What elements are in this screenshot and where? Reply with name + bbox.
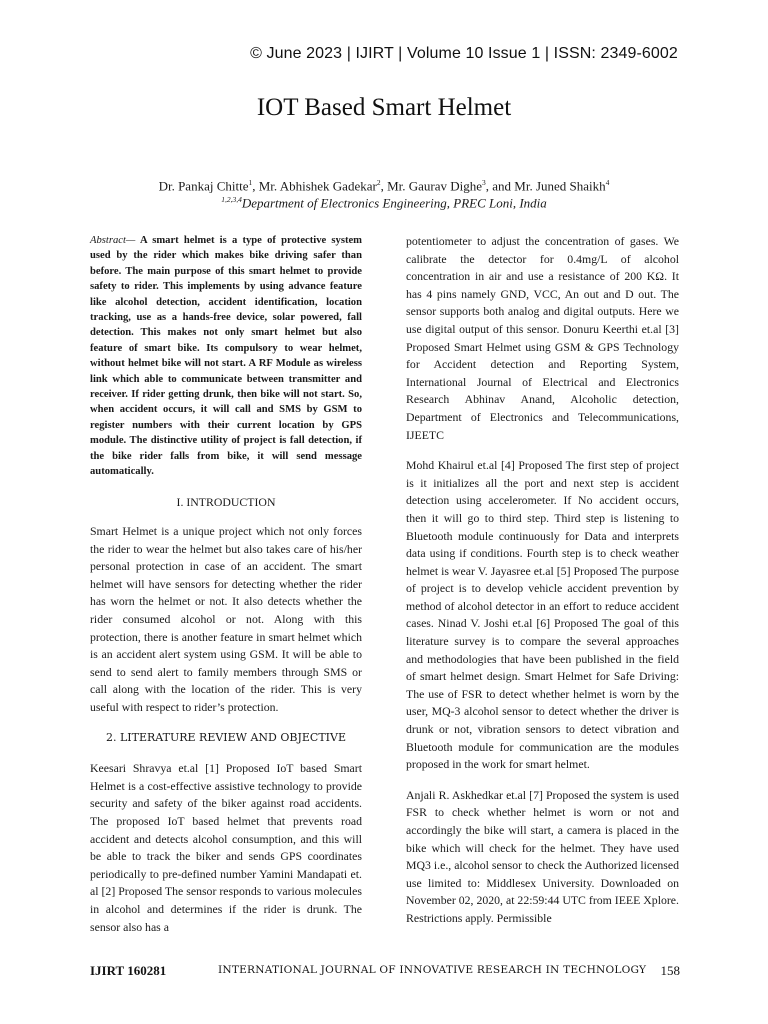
page-footer	[90, 963, 680, 983]
author-name: Mr. Abhishek Gadekar	[258, 178, 377, 194]
author-separator: ,	[380, 178, 388, 194]
paper-id: IJIRT 160281	[90, 963, 167, 978]
author-separator: ,	[252, 178, 259, 194]
literature-paragraph: Keesari Shravya et.al [1] Proposed IoT based Smart Helmet is a cost-effective assistive technology to provide security and safety of the biker against road accidents. The proposed IoT based helmet that prevents road accident and detects alcohol consumption, and this will be able to track the biker and sends GPS coordinates periodically to pre-defined number Yamini Mandapati et. al [2] Proposed The sensor responds to various molecules in alcohol and determines if the rider is drunk. The sensor also has a	[90, 761, 362, 934]
literature-paragraph: potentiometer to adjust the concentration of gases. We calibrate the detector for 0.4mg/L of alcohol concentration in air and use a resistance of 200 KΩ. It has 4 pins namely GND, VCC, An out and D out. The sensor supports both analog and digital outputs. Here we use digital output of this sensor. Donuru Keerthi et.al [3] Proposed Smart Helmet using GSM & GPS Technology for Accident detection and Reporting System, International Journal of Electrical and Electronics Research Abhinav Anand, Alcoholic detection, Department of Electronics and Telecommunications, IJEETC	[406, 234, 679, 442]
abstract	[90, 233, 362, 480]
introduction-text: Smart Helmet is a unique project which not only forces the rider to wear the helmet but also takes care of his/her personal protection in case of an accident. The smart helmet will have sensors for detecting whether the rider has worn the helmet or not. It also detects whether the rider consumed alcohol or not. Along with this protection, there is another feature in smart helmet which is an accident alert system using GSM. It will be able to send to send alert to family members through SMS or call along with the location of the rider. This is very useful with respect to rider’s protection.	[90, 524, 362, 715]
affiliation-text: Department of Electronics Engineering, PREC Loni, India	[241, 195, 547, 211]
literature-review-heading: 2. LITERATURE REVIEW AND OBJECTIVE	[106, 730, 346, 744]
introduction-heading: I. INTRODUCTION	[176, 494, 276, 509]
author-name: Mr. Gaurav Dighe	[387, 178, 483, 194]
abstract-text: A smart helmet is a type of protective system used by the rider which makes bike driving safer than before. The main purpose of this smart helmet to provide safety to rider. This implements by using advance feature like alcohol detection, accident identification, location tracking, use as a hands-free device, solar powered, fall detection. This makes not only smart helmet but also feature of smart bike. Its compulsory to wear helmet, without helmet bike will not start. A RF Module as wireless link which able to communicate between transmitter and receiver. If rider getting drunk, then bike will not start. So, when accident occurs, it will call and SMS by GSM to register numbers with their current location by GPS module. The distinctive utility of project is fall detection, if the bike rider falls from bike, it will send message automatically.	[90, 235, 362, 478]
journal-info-line: © June 2023 | IJIRT | Volume 10 Issue 1 | ISSN: 2349-6002	[250, 45, 678, 62]
author-superscript: 2	[376, 178, 381, 187]
paper-title: IOT Based Smart Helmet	[256, 94, 512, 121]
page-number: 158	[660, 963, 680, 978]
author-superscript: 3	[482, 178, 486, 187]
author-superscript: 1	[248, 178, 253, 187]
author-superscript: 4	[605, 178, 610, 187]
author-list	[0, 178, 768, 194]
affiliation	[0, 195, 768, 211]
literature-paragraph: Mohd Khairul et.al [4] Proposed The first step of project is it initializes all the port and next step is accident detection using accelerometer. If No accident occurs, then it will go to third step. Third step is listening to Bluetooth module continuously for Data and interprets data using if conditions. Fourth step is to check weather helmet is wear V. Jayasree et.al [5] Proposed The purpose of project is to develop vehicle accident prevention by method of alcohol detector in an effort to reduce accident cases. Ninad V. Joshi et.al [6] Proposed The goal of this literature survey is to compare the several approaches and methodologies that have been published in the field of smart helmet design. Smart Helmet for Safe Driving: The use of FSR to detect whether helmet is worn by the user, MQ-3 alcohol sensor to detect whether the driver is drunk or not, vibration sensors to detect vibration and Bluetooth module for communication are the modules proposed in the work for smart helmet.	[406, 458, 679, 772]
affiliation-superscript: 1,2,3,4	[221, 195, 242, 204]
author-name: Dr. Pankaj Chitte	[158, 178, 249, 194]
author-separator: , and	[485, 178, 515, 194]
left-column	[90, 233, 362, 936]
abstract-label: Abstract—	[90, 235, 136, 246]
page-header	[0, 45, 768, 63]
journal-name: INTERNATIONAL JOURNAL OF INNOVATIVE RESEARCH IN TECHNOLOGY	[218, 964, 647, 976]
literature-paragraph: Anjali R. Askhedkar et.al [7] Proposed the system is used FSR to check whether helmet is worn or not and accordingly the bike will start, a camera is placed in the bike which will check for the helmet. They have used MQ3 i.e., alcohol sensor to check the Authorized licensed use limited to: Middlesex University. Downloaded on November 02, 2020, at 22:59:44 UTC from IEEE Xplore. Restrictions apply. Permissible	[406, 787, 679, 925]
author-name: Mr. Juned Shaikh	[514, 178, 606, 194]
right-column	[406, 233, 679, 928]
